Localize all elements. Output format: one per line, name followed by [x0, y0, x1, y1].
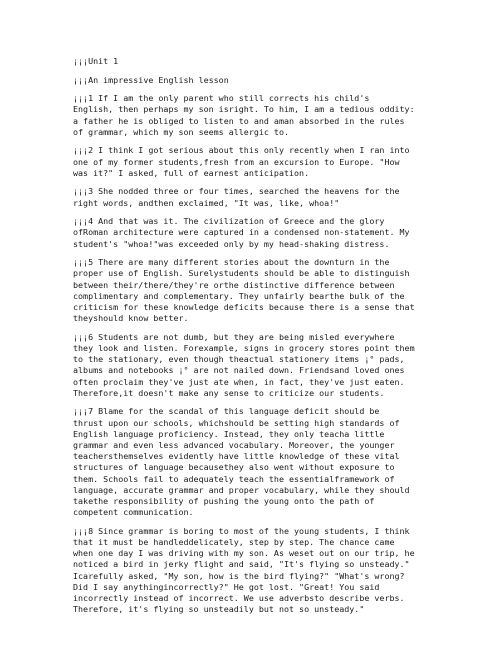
- paragraph-3: ¡¡¡3 She nodded three or four times, searched the heavens for the right words, andthen exclaimed, "It was, like, whoa!": [73, 186, 400, 208]
- paragraph-2: ¡¡¡2 I think I got serious about this only recently when I ran into one of my former students,fresh from an excursion to Europe. "How was it?" I asked, full of earnest anticipation.: [73, 145, 410, 178]
- paragraph-8: ¡¡¡8 Since grammar is boring to most of the young students, I think that it must be handleddelicately, step by step. The chance came when one day I was driving with my son. As weset out on our trip, he noticed a bird in jerky flight and said, "It's flying so unsteady." Icarefully asked, "My son, how is the bird flying?" "What's wrong? Did I say anythingincorrectly?" He got lost. "Great! You said incorrectly instead of incorrect. We use adverbsto describe verbs. Therefore, it's flying so unsteadily but not so unsteady.": [73, 525, 415, 615]
- paragraph-1: ¡¡¡1 If I am the only parent who still corrects his child's English, then perhaps my son isright. To him, I am a tedious oddity: a father he is obliged to listen to and aman absorbed in the rules of grammar, which my son seems allergic to.: [73, 93, 415, 137]
- paragraph-5: ¡¡¡5 There are many different stories about the downturn in the proper use of English. Surelystudents should be able to distinguish between their/there/they're orthe distinctive difference between complimentary and complementary. They unfairly bearthe bulk of the criticism for these knowledge deficits because there is a sense that theyshould know better.: [73, 257, 415, 324]
- unit-label: ¡¡¡Unit 1: [73, 56, 119, 66]
- document-page: [73, 56, 473, 623]
- lesson-title: ¡¡¡An impressive English lesson: [73, 74, 229, 85]
- paragraph-4: ¡¡¡4 And that was it. The civilization of Greece and the glory ofRoman architecture were captured in a condensed non-statement. My student's "whoa!"was exceeded only by my head-shaking distress.: [73, 216, 410, 249]
- paragraph-7: ¡¡¡7 Blame for the scandal of this language deficit should be thrust upon our schools, whichshould be setting high standards of English language proficiency. Instead, they only teacha little grammar and even less advanced vocabulary. Moreover, the younger teachersthemselves evidently have little knowledge of these vital structures of language becausethey also went without exposure to them. Schools fail to adequately teach the essentialframework of language, accurate grammar and proper vocabulary, while they should takethe responsibility of pushing the young onto the path of competent communication.: [73, 406, 410, 518]
- paragraph-6: ¡¡¡6 Students are not dumb, but they are being misled everywhere they look and listen. Forexample, signs in grocery stores point them to the stationary, even though theactual stationery items ¡° pads, albums and notebooks ¡° are not nailed down. Friendsand loved ones often proclaim they've just ate when, in fact, they've just eaten. Therefore,it doesn't make any sense to criticize our students.: [73, 331, 415, 398]
